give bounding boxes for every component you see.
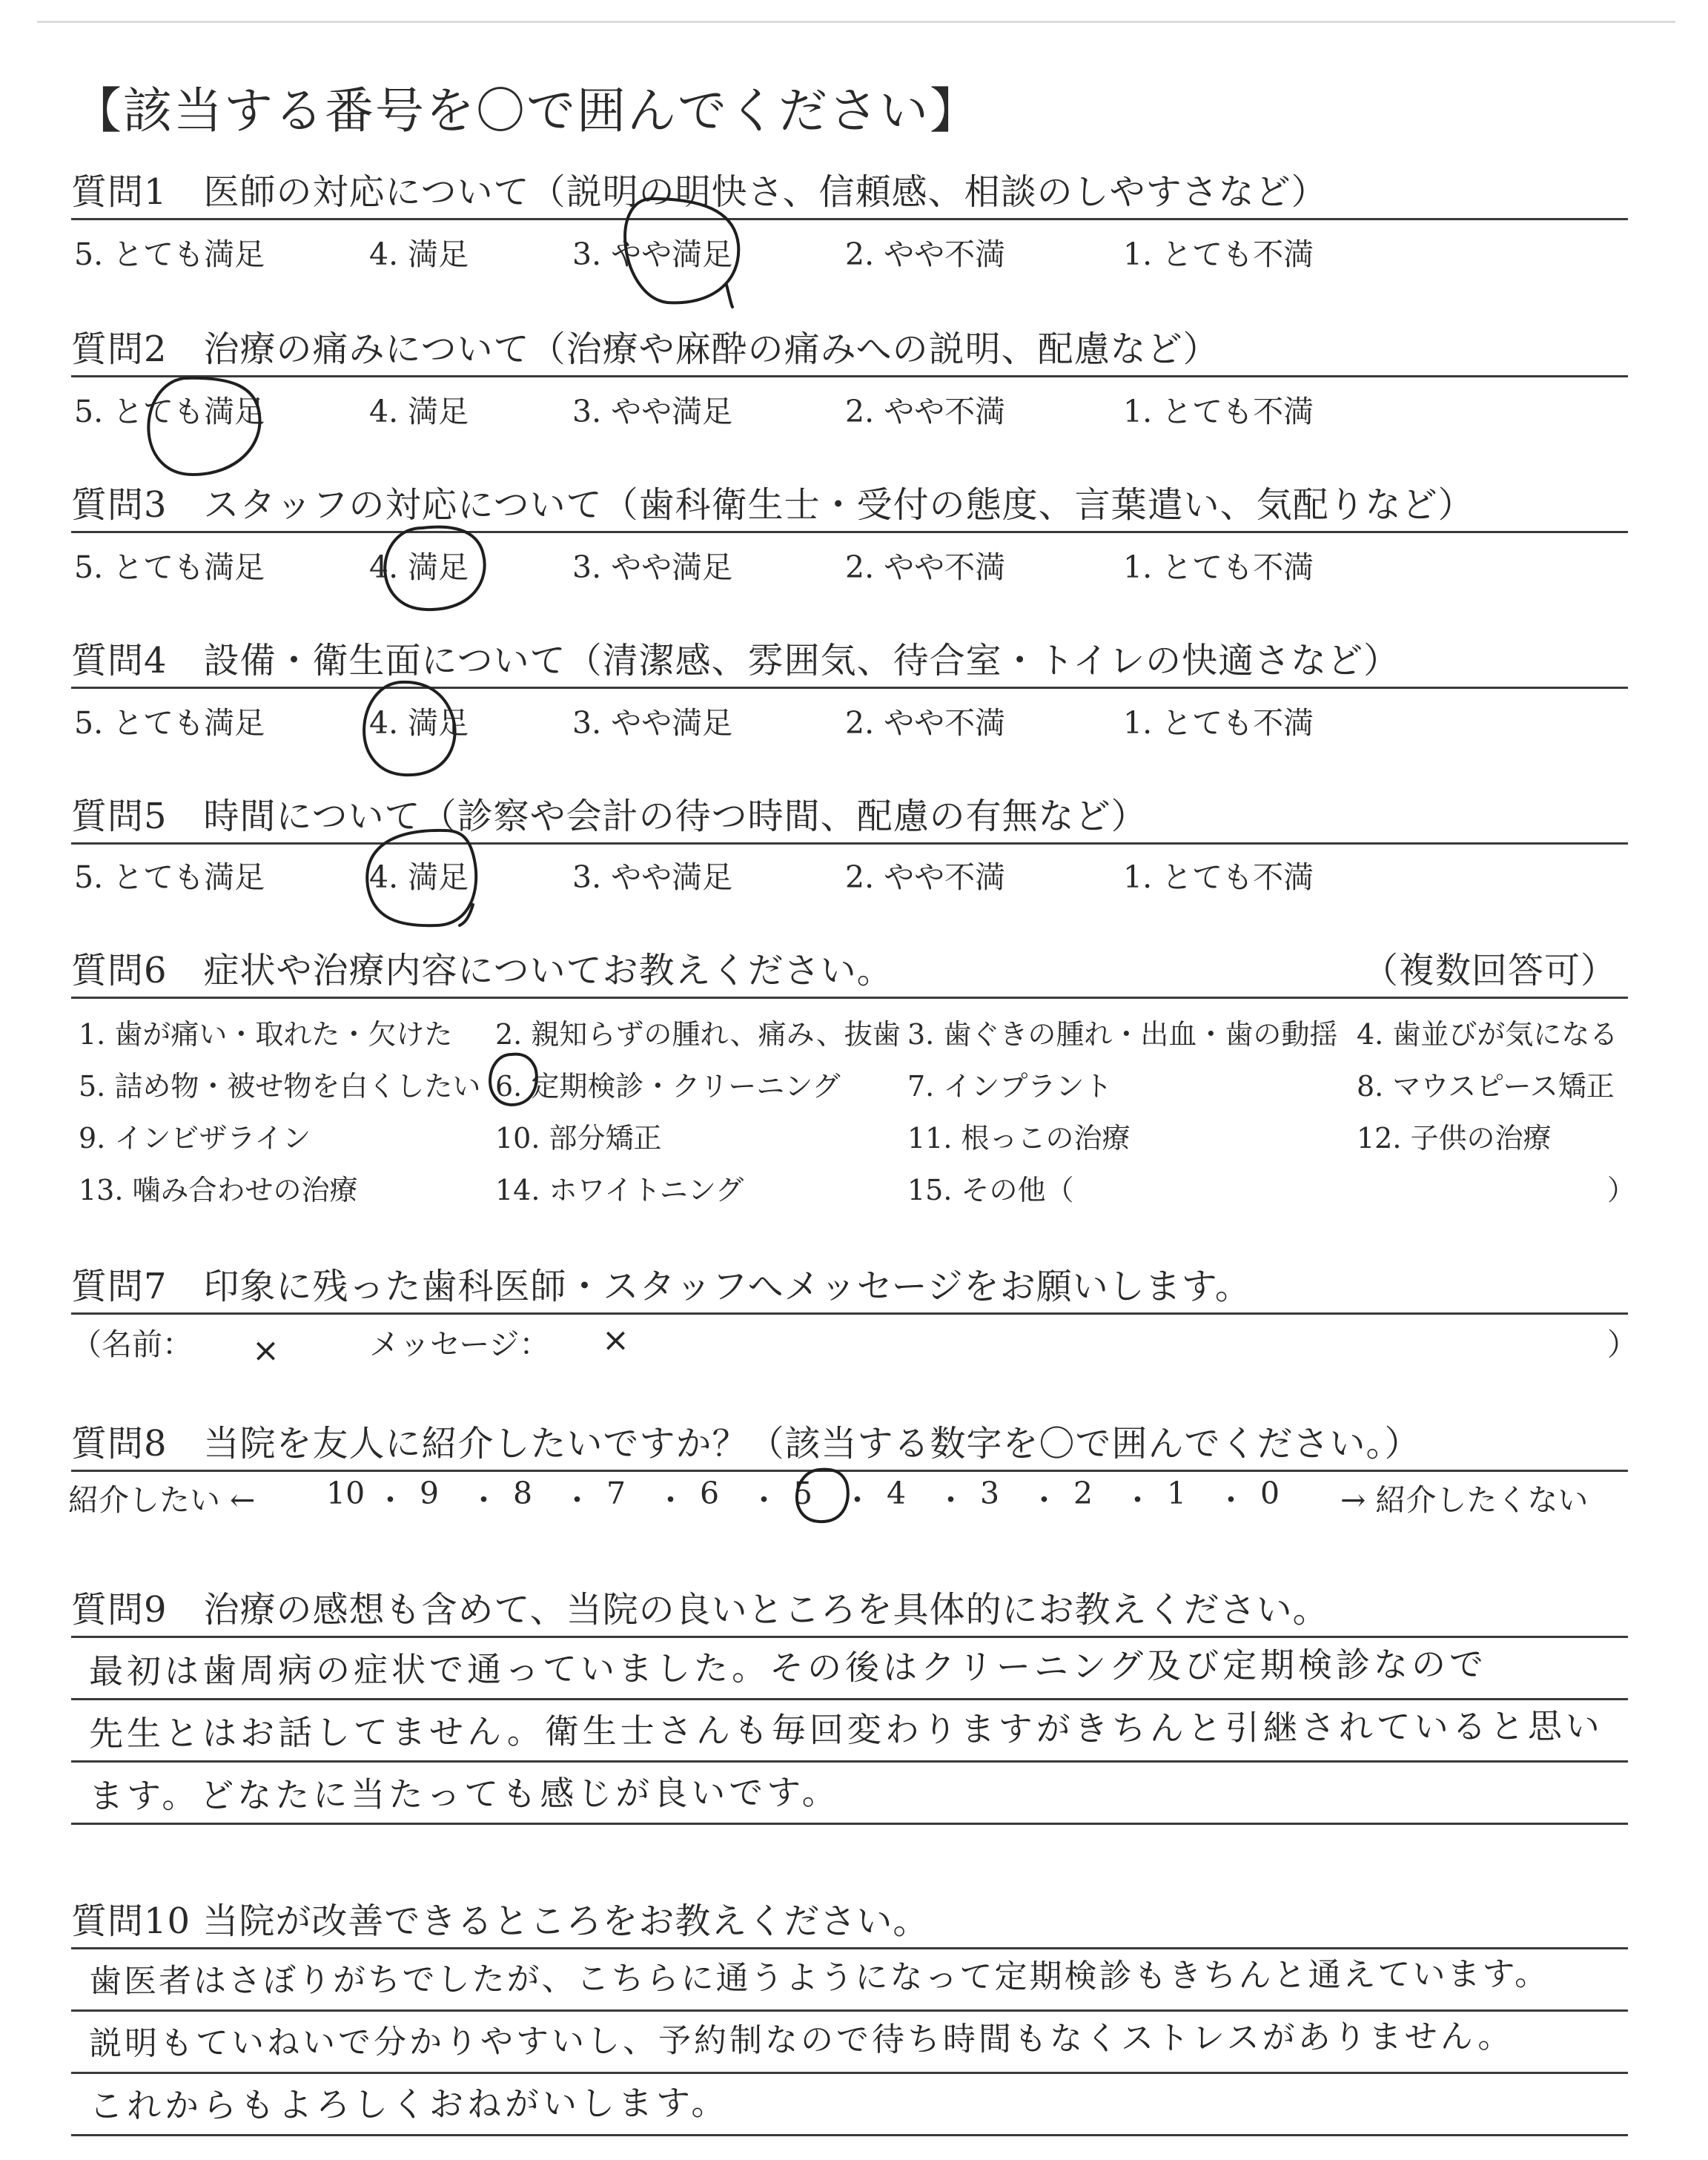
q8-scale-separator: ・: [375, 1482, 406, 1518]
q7-message-answer[interactable]: ×: [601, 1321, 634, 1359]
q7-name-answer[interactable]: ×: [251, 1331, 284, 1370]
question-9-label: 質問9 治療の感想も含めて、当院の良いところを具体的にお教えください。: [71, 1589, 1329, 1631]
q3-option-4[interactable]: 4. 満足: [369, 549, 469, 585]
q6-option-2[interactable]: 2. 親知らずの腫れ、痛み、抜歯: [495, 1018, 901, 1051]
q3-option-2[interactable]: 2. やや不満: [845, 549, 1006, 585]
q5-option-3[interactable]: 3. やや満足: [572, 859, 733, 895]
q8-scale-5[interactable]: 5: [793, 1476, 813, 1511]
q3-option-1[interactable]: 1. とても不満: [1123, 549, 1314, 585]
q2-option-5[interactable]: 5. とても満足: [74, 394, 265, 429]
question-8-label: 質問8 当院を友人に紹介したいですか？（該当する数字を〇で囲んでください。）: [71, 1423, 1421, 1464]
q6-option-9[interactable]: 9. インビザライン: [79, 1122, 311, 1155]
q5-answer-circle: [367, 830, 476, 925]
q2-option-1[interactable]: 1. とても不満: [1123, 394, 1314, 429]
question-1-label: 質問1 医師の対応について（説明の明快さ、信頼感、相談のしやすさなど）: [71, 171, 1328, 213]
q10-answer-line-1[interactable]: 歯医者はさぼりがちでしたが、こちらに通うようになって定期検診もきちんと通えています。: [88, 1955, 1550, 2001]
q6-option-13[interactable]: 13. 噛み合わせの治療: [79, 1174, 358, 1206]
q9-answer-line-2[interactable]: 先生とはお話してません。衛生士さんも毎回変わりますがきちんと引継されていると思い: [88, 1705, 1603, 1754]
q6-option-1[interactable]: 1. 歯が痛い・取れた・欠けた: [79, 1018, 453, 1051]
q6-option-7[interactable]: 7. インプラント: [907, 1070, 1113, 1103]
q6-option-10[interactable]: 10. 部分矯正: [495, 1122, 662, 1155]
q8-scale-1[interactable]: 1: [1167, 1476, 1187, 1511]
q8-scale-3[interactable]: 3: [980, 1476, 1000, 1511]
q8-scale-separator: ・: [655, 1482, 686, 1518]
page-title: 【該当する番号を〇で囲んでください】: [73, 82, 980, 139]
q1-answer-circle: [625, 199, 738, 307]
q1-option-4[interactable]: 4. 満足: [369, 237, 469, 272]
q1-option-2[interactable]: 2. やや不満: [845, 237, 1006, 272]
q6-option-5[interactable]: 5. 詰め物・被せ物を白くしたい: [79, 1070, 481, 1103]
question-3-label: 質問3 スタッフの対応について（歯科衛生士・受付の態度、言葉遣い、気配りなど）: [71, 484, 1474, 526]
q8-scale-separator: ・: [749, 1482, 779, 1518]
q4-option-1[interactable]: 1. とても不満: [1123, 705, 1314, 741]
q6-option-15[interactable]: 15. その他（: [907, 1174, 1074, 1206]
question-4-label: 質問4 設備・衛生面について（清潔感、雰囲気、待合室・トイレの快適さなど）: [71, 640, 1400, 681]
question-2-label: 質問2 治療の痛みについて（治療や麻酔の痛みへの説明、配慮など）: [71, 328, 1219, 370]
q7-name-label: （名前：: [71, 1327, 193, 1362]
q10-answer-line-2[interactable]: 説明もていねいで分かりやすいし、予約制なので待ち時間もなくストレスがありません。: [88, 2017, 1514, 2063]
q2-answer-circle: [148, 378, 259, 475]
q8-scale-separator: ・: [1122, 1482, 1153, 1518]
q6-option-12[interactable]: 12. 子供の治療: [1357, 1122, 1552, 1155]
question-5-label: 質問5 時間について（診察や会計の待つ時間、配慮の有無など）: [71, 796, 1148, 837]
q2-option-3[interactable]: 3. やや満足: [572, 394, 733, 429]
q4-option-3[interactable]: 3. やや満足: [572, 705, 733, 741]
q1-option-3[interactable]: 3. やや満足: [572, 237, 733, 272]
q3-option-5[interactable]: 5. とても満足: [74, 549, 265, 585]
q1-option-1[interactable]: 1. とても不満: [1123, 237, 1314, 272]
q8-scale-separator: ・: [936, 1482, 966, 1518]
q8-answer-circle: [797, 1470, 848, 1522]
q1-option-5[interactable]: 5. とても満足: [74, 237, 265, 272]
q8-scale-separator: ・: [842, 1482, 873, 1518]
q8-scale-8[interactable]: 8: [513, 1476, 533, 1511]
q6-option-8[interactable]: 8. マウスピース矯正: [1357, 1070, 1615, 1103]
question-7-label: 質問7 印象に残った歯科医師・スタッフへメッセージをお願いします。: [71, 1266, 1251, 1307]
q8-scale-6[interactable]: 6: [700, 1476, 720, 1511]
q6-option-14[interactable]: 14. ホワイトニング: [495, 1174, 744, 1206]
q7-message-label: メッセージ：: [369, 1327, 550, 1362]
q6-answer-circle: [490, 1054, 537, 1105]
q4-answer-circle: [364, 682, 455, 775]
q8-scale-2[interactable]: 2: [1073, 1476, 1093, 1511]
q8-scale-10[interactable]: 10: [326, 1476, 365, 1511]
q5-option-1[interactable]: 1. とても不満: [1123, 859, 1314, 895]
q8-left-label: 紹介したい ←: [68, 1482, 256, 1518]
q6-option-6[interactable]: 6. 定期検診・クリーニング: [495, 1070, 841, 1103]
q8-scale-4[interactable]: 4: [887, 1476, 907, 1511]
q6-option-4[interactable]: 4. 歯並びが気になる: [1357, 1018, 1618, 1051]
q3-answer-circle: [385, 527, 484, 610]
q8-right-label: → 紹介したくない: [1340, 1482, 1589, 1518]
q5-option-5[interactable]: 5. とても満足: [74, 859, 265, 895]
q6-option-3[interactable]: 3. 歯ぐきの腫れ・出血・歯の動揺: [907, 1018, 1338, 1051]
q8-scale-separator: ・: [1216, 1482, 1246, 1518]
q8-scale-9[interactable]: 9: [420, 1476, 440, 1511]
q8-scale-separator: ・: [562, 1482, 592, 1518]
q2-option-4[interactable]: 4. 満足: [369, 394, 469, 429]
q8-scale-0[interactable]: 0: [1260, 1476, 1280, 1511]
q2-option-2[interactable]: 2. やや不満: [845, 394, 1006, 429]
q4-option-2[interactable]: 2. やや不満: [845, 705, 1006, 741]
question-6-note: （複数回答可）: [1363, 950, 1618, 991]
q9-answer-line-1[interactable]: 最初は歯周病の症状で通っていました。その後はクリーニング及び定期検診なので: [88, 1644, 1488, 1691]
q9-answer-line-3[interactable]: ます。どなたに当たっても感じが良いです。: [88, 1771, 840, 1816]
q6-option-11[interactable]: 11. 根っこの治療: [907, 1122, 1131, 1155]
q8-scale-separator: ・: [1029, 1482, 1059, 1518]
q7-close-paren: ）: [1607, 1327, 1638, 1362]
q5-option-2[interactable]: 2. やや不満: [845, 859, 1006, 895]
q8-scale-separator: ・: [469, 1482, 499, 1518]
q5-option-4[interactable]: 4. 満足: [369, 859, 469, 895]
q10-answer-line-3[interactable]: これからもよろしくおねがいします。: [88, 2082, 729, 2126]
q4-option-5[interactable]: 5. とても満足: [74, 705, 265, 741]
question-6-label: 質問6 症状や治療内容についてお教えください。: [71, 950, 893, 991]
q3-option-3[interactable]: 3. やや満足: [572, 549, 733, 585]
q6-option-15-close: ）: [1607, 1174, 1636, 1206]
q8-scale-7[interactable]: 7: [606, 1476, 626, 1511]
question-10-label: 質問10 当院が改善できるところをお教えください。: [71, 1900, 930, 1942]
q4-option-4[interactable]: 4. 満足: [369, 705, 469, 741]
